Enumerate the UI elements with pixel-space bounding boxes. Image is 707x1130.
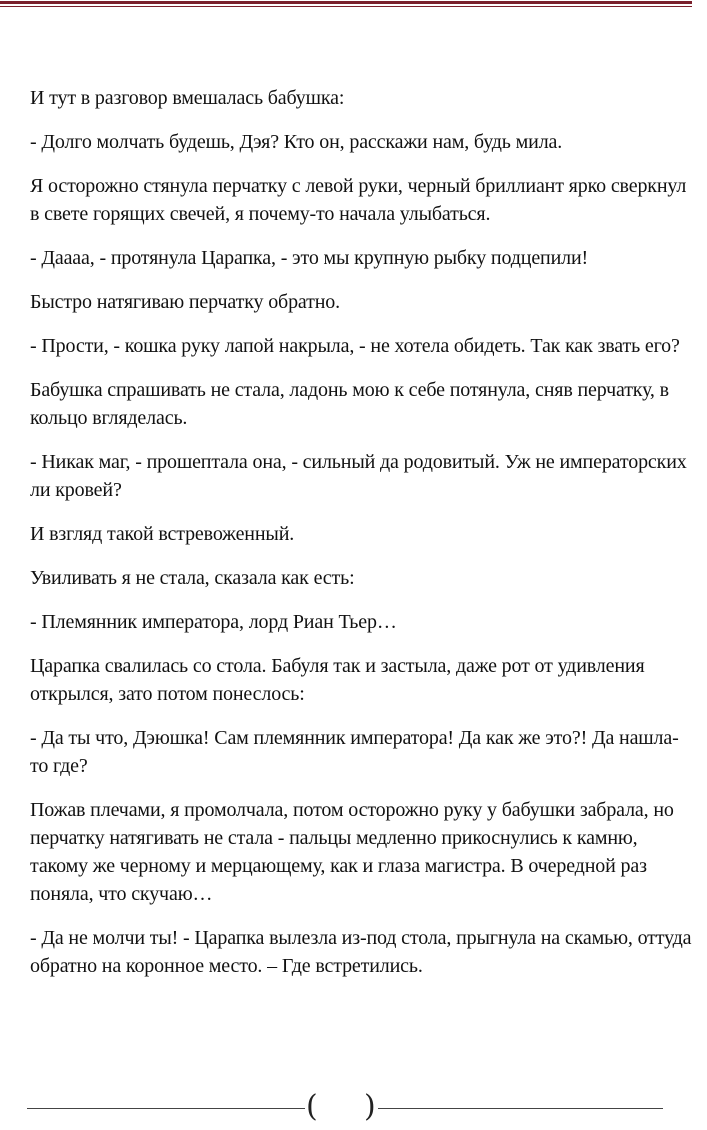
paragraph: Царапка свалилась со стола. Бабуля так и застыла, даже рот от удивления открылся, зато потом понеслось: — [30, 655, 645, 705]
paragraph: - Никак маг, - прошептала она, - сильный да родовитый. Уж не императорских ли кровей? — [30, 451, 687, 501]
paragraph: - Да не молчи ты! - Царапка вылезла из-под стола, прыгнула на скамью, оттуда обратно на коронное место. – Где встретились. — [30, 927, 692, 977]
footer-brace-left: ( — [306, 1089, 318, 1124]
paragraph: - Долго молчать будешь, Дэя? Кто он, расскажи нам, будь мила. — [30, 131, 563, 153]
page-text — [30, 84, 695, 996]
footer-line-left — [27, 1108, 305, 1109]
paragraph: - Даааа, - протянула Царапка, - это мы крупную рыбку подцепили! — [30, 247, 589, 269]
paragraph: - Племянник императора, лорд Риан Тьер… — [30, 611, 397, 633]
paragraph: Бабушка спрашивать не стала, ладонь мою к себе потянула, сняв перчатку, в кольцо вгляделась. — [30, 379, 669, 429]
footer-line-right — [378, 1108, 663, 1109]
top-rule-thick-line — [0, 1, 692, 4]
page-footer — [0, 1090, 707, 1130]
paragraph: - Да ты что, Дэюшка! Сам племянник императора! Да как же это?! Да нашла-то где? — [30, 727, 679, 777]
paragraph: Увиливать я не стала, сказала как есть: — [30, 567, 355, 589]
paragraph: Быстро натягиваю перчатку обратно. — [30, 291, 340, 313]
paragraph: - Прости, - кошка руку лапой накрыла, - не хотела обидеть. Так как звать его? — [30, 335, 680, 357]
top-rule-thin-line — [0, 6, 692, 7]
paragraph: Пожав плечами, я промолчала, потом осторожно руку у бабушки забрала, но перчатку натягивать не стала - пальцы медленно прикоснулись к камню, такому же черному и мерцающему, как и глаза магистра. В очередной раз поняла, что скучаю… — [30, 799, 674, 905]
paragraph: И взгляд такой встревоженный. — [30, 523, 295, 545]
footer-brace-right: ) — [364, 1089, 376, 1124]
paragraph: Я осторожно стянула перчатку с левой руки, черный бриллиант ярко сверкнул в свете горящих свечей, я почему-то начала улыбаться. — [30, 175, 687, 225]
top-decorative-rule — [0, 0, 707, 12]
paragraph: И тут в разговор вмешалась бабушка: — [30, 87, 345, 109]
